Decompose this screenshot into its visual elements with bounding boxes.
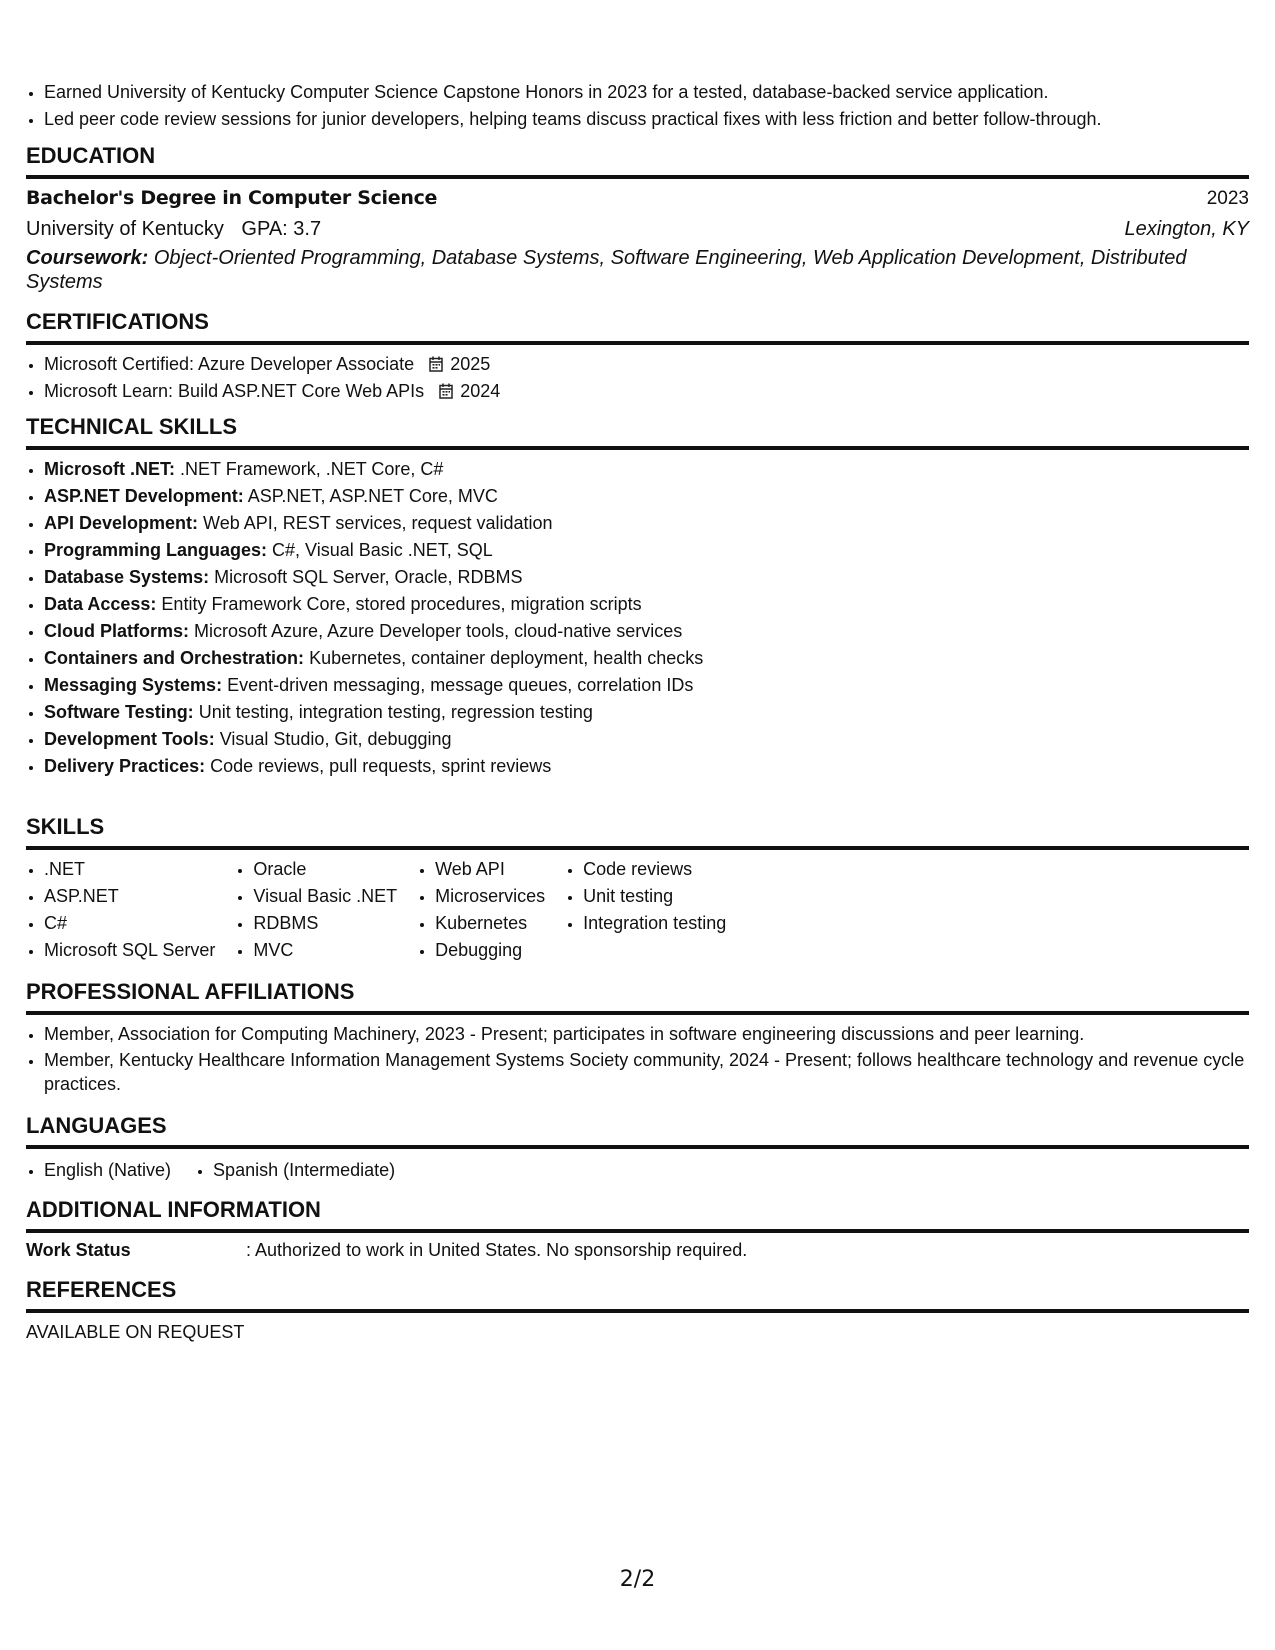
school-name: University of Kentucky <box>26 218 224 240</box>
list-item <box>44 351 1249 378</box>
skills-column <box>26 856 215 964</box>
affiliations-list <box>26 1021 1249 1096</box>
education-section <box>26 141 1249 294</box>
list-item <box>44 378 1249 405</box>
section-title: EDUCATION <box>26 141 1249 179</box>
list-item: • ASP.NET <box>44 883 215 910</box>
list-item <box>44 510 1249 537</box>
skill-value: Web API, REST services, request validation <box>203 513 553 533</box>
list-item: • English (Native) <box>44 1157 171 1184</box>
skill-label: Microsoft .NET: <box>44 459 176 479</box>
skill-value: Microsoft Azure, Azure Developer tools, cloud-native services <box>194 621 683 641</box>
achievements-list <box>26 79 1267 133</box>
skill-label: Delivery Practices: <box>44 756 206 776</box>
certification-name: Microsoft Certified: Azure Developer Associate <box>44 354 415 374</box>
school-line <box>26 214 321 244</box>
certifications-section <box>26 307 1249 405</box>
list-item: • Member, Kentucky Healthcare Information Management Systems Society community, 2024 - Present; follows healthcare technology and revenue cycle practices. <box>44 1048 1249 1096</box>
list-item: • Oracle <box>253 856 397 883</box>
section-title: PROFESSIONAL AFFILIATIONS <box>26 977 1249 1015</box>
skill-value: Visual Studio, Git, debugging <box>219 729 452 749</box>
list-item: • Earned University of Kentucky Computer Science Capstone Honors in 2023 for a tested, database-backed service application. <box>44 79 1267 106</box>
language-column <box>26 1157 171 1184</box>
certification-year: 2025 <box>450 354 491 374</box>
list-item <box>44 618 1249 645</box>
page-number: 2/2 <box>619 1567 656 1592</box>
skill-label: Messaging Systems: <box>44 675 223 695</box>
list-item <box>44 564 1249 591</box>
skill-label: Development Tools: <box>44 729 215 749</box>
degree-title: Bachelor's Degree in Computer Science <box>26 187 438 209</box>
list-item <box>44 645 1249 672</box>
list-item <box>44 753 1249 780</box>
coursework-list: Object-Oriented Programming, Database Systems, Software Engineering, Web Application Development, Distributed Systems <box>26 247 1187 293</box>
languages-section <box>26 1111 1249 1184</box>
section-title: ADDITIONAL INFORMATION <box>26 1195 1249 1233</box>
section-title: LANGUAGES <box>26 1111 1249 1149</box>
skills-section <box>26 812 1249 964</box>
list-item: • RDBMS <box>253 910 397 937</box>
list-item: • C# <box>44 910 215 937</box>
additional-info-section <box>26 1195 1249 1264</box>
skill-label: Data Access: <box>44 594 157 614</box>
section-title: SKILLS <box>26 812 1249 850</box>
graduation-year: 2023 <box>1206 188 1249 209</box>
list-item: • Microsoft SQL Server <box>44 937 215 964</box>
list-item: • Kubernetes <box>435 910 545 937</box>
skill-label: Cloud Platforms: <box>44 621 190 641</box>
skill-label: Software Testing: <box>44 702 194 722</box>
list-item: • Integration testing <box>583 910 726 937</box>
section-title: TECHNICAL SKILLS <box>26 412 1249 450</box>
list-item <box>44 726 1249 753</box>
skill-value: Entity Framework Core, stored procedures, migration scripts <box>161 594 642 614</box>
calendar-icon <box>439 383 453 399</box>
list-item <box>44 456 1249 483</box>
list-item <box>44 537 1249 564</box>
section-title: CERTIFICATIONS <box>26 307 1249 345</box>
skills-column <box>417 856 545 964</box>
certification-year: 2024 <box>460 381 501 401</box>
skill-label: API Development: <box>44 513 199 533</box>
certification-name: Microsoft Learn: Build ASP.NET Core Web APIs <box>44 381 425 401</box>
skill-value: ASP.NET, ASP.NET Core, MVC <box>247 486 498 506</box>
work-status-row <box>26 1237 1249 1264</box>
skill-label: Programming Languages: <box>44 540 268 560</box>
skills-grid <box>26 856 1249 964</box>
list-item <box>44 699 1249 726</box>
gpa: GPA: 3.7 <box>241 218 322 240</box>
list-item: • Visual Basic .NET <box>253 883 397 910</box>
skill-label: Database Systems: <box>44 567 210 587</box>
technical-skills-section <box>26 412 1249 780</box>
skill-value: Event-driven messaging, message queues, correlation IDs <box>227 675 694 695</box>
list-item: • Member, Association for Computing Machinery, 2023 - Present; participates in software engineering discussions and peer learning. <box>44 1021 1249 1048</box>
school-location: Lexington, KY <box>1124 218 1249 240</box>
skill-value: C#, Visual Basic .NET, SQL <box>272 540 493 560</box>
coursework <box>26 246 1249 294</box>
section-title: REFERENCES <box>26 1275 1249 1313</box>
list-item <box>44 672 1249 699</box>
calendar-icon <box>429 356 443 372</box>
skill-value: .NET Framework, .NET Core, C# <box>180 459 444 479</box>
affiliations-section <box>26 977 1249 1096</box>
list-item: • Code reviews <box>583 856 726 883</box>
skill-value: Code reviews, pull requests, sprint reviews <box>210 756 552 776</box>
skill-label: ASP.NET Development: <box>44 486 244 506</box>
work-status-label: Work Status <box>26 1240 131 1260</box>
technical-skills-list <box>26 456 1249 780</box>
work-status-value: : Authorized to work in United States. No sponsorship required. <box>246 1240 748 1260</box>
skill-value: Kubernetes, container deployment, health checks <box>309 648 704 668</box>
skill-label: Containers and Orchestration: <box>44 648 305 668</box>
skills-column <box>235 856 397 964</box>
list-item: • .NET <box>44 856 215 883</box>
references-section <box>26 1275 1249 1346</box>
coursework-label: Coursework: <box>26 247 149 269</box>
list-item <box>44 591 1249 618</box>
list-item: • Led peer code review sessions for junior developers, helping teams discuss practical fixes with less friction and better follow-through. <box>44 106 1267 133</box>
list-item: • Web API <box>435 856 545 883</box>
list-item: • Microservices <box>435 883 545 910</box>
skill-value: Unit testing, integration testing, regression testing <box>198 702 593 722</box>
references-text: AVAILABLE ON REQUEST <box>26 1322 245 1342</box>
languages-list <box>26 1157 1249 1184</box>
list-item: • Spanish (Intermediate) <box>213 1157 395 1184</box>
skills-column <box>565 856 726 964</box>
list-item: • MVC <box>253 937 397 964</box>
language-column <box>195 1157 395 1184</box>
list-item: • Unit testing <box>583 883 726 910</box>
list-item <box>44 483 1249 510</box>
skill-value: Microsoft SQL Server, Oracle, RDBMS <box>214 567 523 587</box>
certifications-list <box>26 351 1249 405</box>
list-item: • Debugging <box>435 937 545 964</box>
